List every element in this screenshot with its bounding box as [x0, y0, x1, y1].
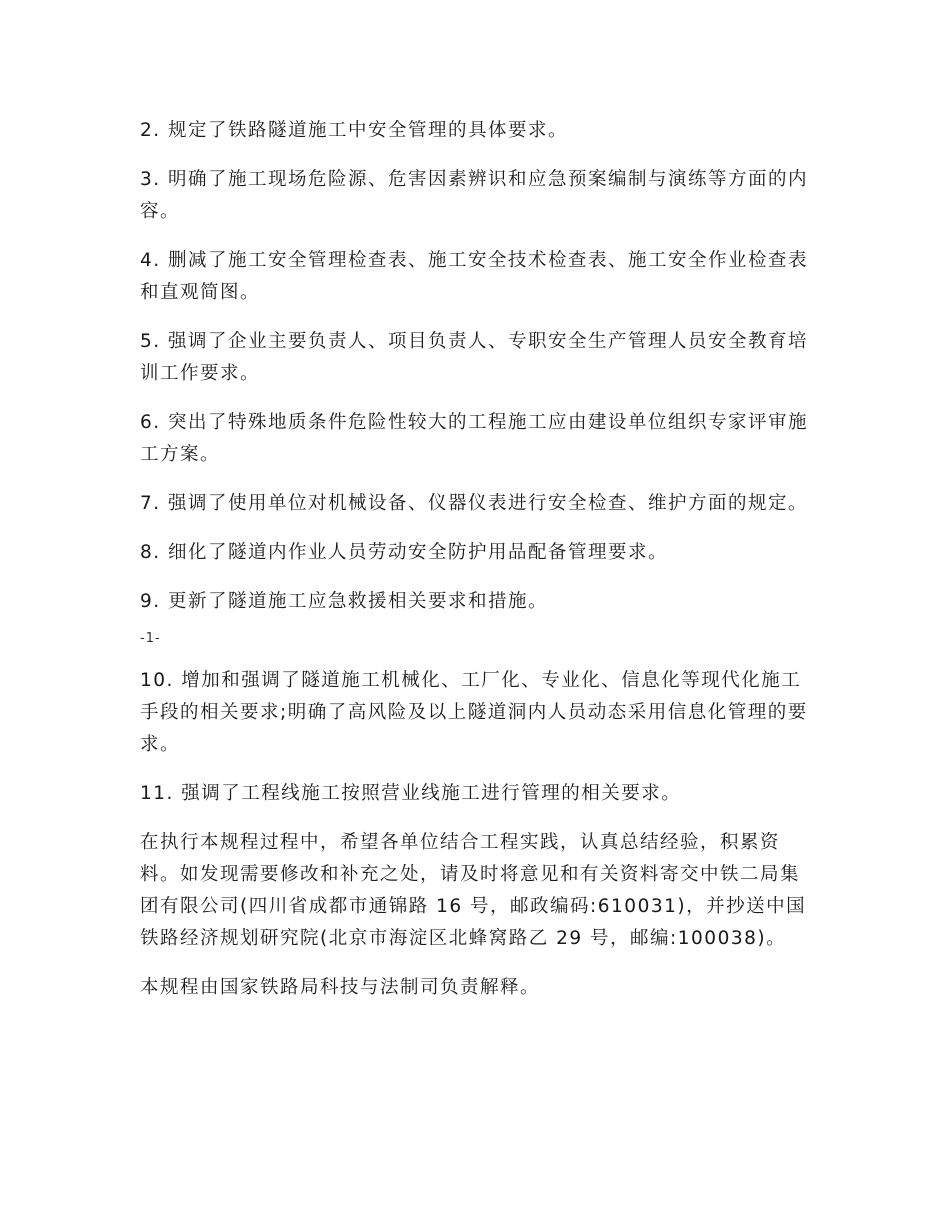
- document-page: [140, 115, 815, 1021]
- paragraph-item-2: 2. 规定了铁路隧道施工中安全管理的具体要求。: [140, 120, 569, 141]
- paragraph-item-8: 8. 细化了隧道内作业人员劳动安全防护用品配备管理要求。: [140, 542, 669, 563]
- paragraph-item-4: 4. 删减了施工安全管理检查表、施工安全技术检查表、施工安全作业检查表和直观简图。: [140, 250, 809, 303]
- paragraph-item-6: 6. 突出了特殊地质条件危险性较大的工程施工应由建设单位组织专家评审施工方案。: [140, 412, 809, 465]
- paragraph-interpretation: 本规程由国家铁路局科技与法制司负责解释。: [140, 977, 541, 998]
- page-number: -1-: [140, 631, 161, 646]
- paragraph-feedback-request: 在执行本规程过程中，希望各单位结合工程实践，认真总结经验，积累资料。如发现需要修改和补充之处，请及时将意见和有关资料寄交中铁二局集团有限公司(四川省成都市通锦路 16 号，邮政编码:610031)，并抄送中国铁路经济规划研究院(北京市海淀区北蜂窝路乙 29 号，邮编:100038)。: [140, 832, 807, 949]
- paragraph-item-10: 10. 增加和强调了隧道施工机械化、工厂化、专业化、信息化等现代化施工手段的相关要求;明确了高风险及以上隧道洞内人员动态采用信息化管理的要求。: [140, 670, 808, 755]
- paragraph-item-3: 3. 明确了施工现场危险源、危害因素辨识和应急预案编制与演练等方面的内容。: [140, 169, 809, 222]
- paragraph-item-5: 5. 强调了企业主要负责人、项目负责人、专职安全生产管理人员安全教育培训工作要求。: [140, 331, 809, 384]
- paragraph-item-7: 7. 强调了使用单位对机械设备、仪器仪表进行安全检查、维护方面的规定。: [140, 493, 809, 514]
- paragraph-item-11: 11. 强调了工程线施工按照营业线施工进行管理的相关要求。: [140, 783, 682, 804]
- paragraph-item-9: 9. 更新了隧道施工应急救援相关要求和措施。: [140, 591, 549, 612]
